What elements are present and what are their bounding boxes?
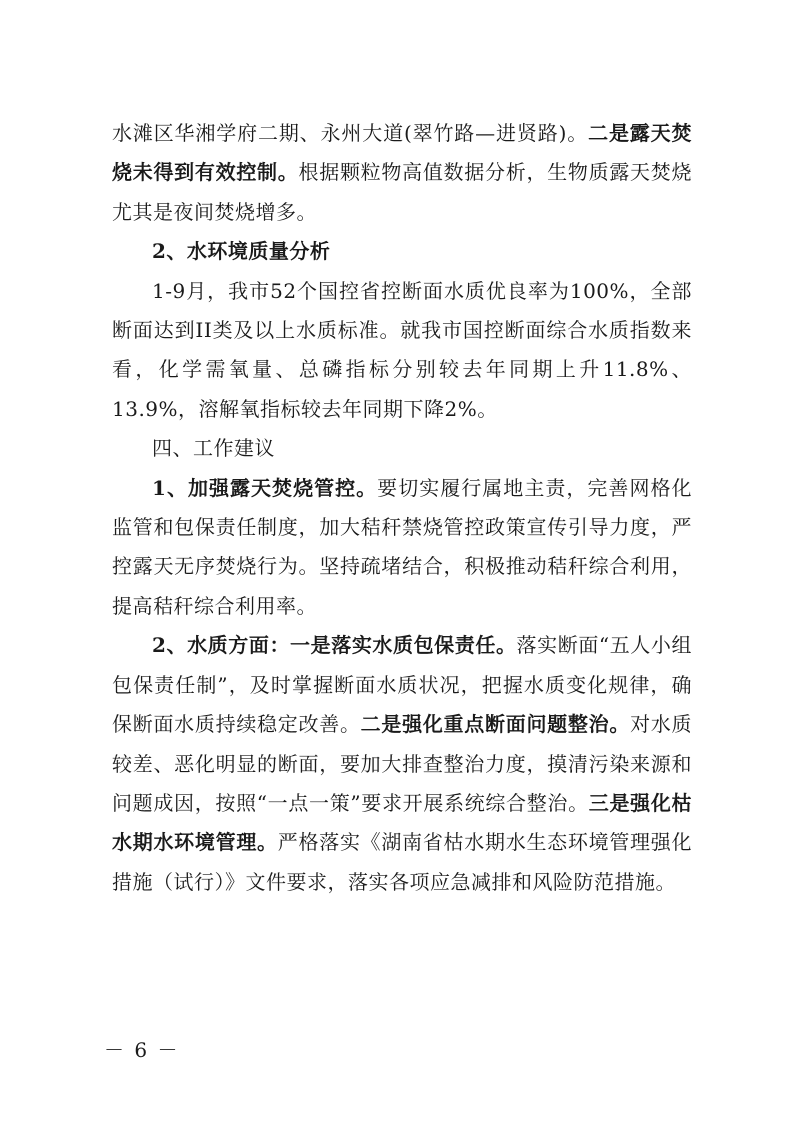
paragraph-water-quality: 1-9月，我市52个国控省控断面水质优良率为100%，全部断面达到II类及以上水质标准。就我市国控断面综合水质指数来看，化学需氧量、总磷指标分别较去年同期上升11.8%、13.9%，溶解氧指标较去年同期下降2%。 [112,278,692,421]
paragraph-suggestion-water [112,626,692,902]
bold-phrase: 二是强化重点断面问题整治。 [360,712,631,737]
text-segment: 落实断面“五人小组包保责任制”，及时掌握断面水质状况，把握水质变化规律，确保断面水质持续稳定改善。 [112,633,692,737]
heading-work-suggestions: 四、工作建议 [152,436,275,461]
paragraph-suggestion-burning [112,469,692,627]
bold-phrase: 2、水质方面：一是落实水质包保责任。 [152,633,517,658]
heading-text: 2、水环境质量分析 [152,239,331,264]
text-segment: 水滩区华湘学府二期、永州大道(翠竹路—进贤路)。 [112,121,589,145]
paragraph-air-quality-continued [112,114,692,232]
text-segment: 严格落实《湖南省枯水期水生态环境管理强化措施（试行）》文件要求，落实各项应急减排和风险防范措施。 [112,830,693,894]
bold-phrase: 三是强化枯水期水环境管理。 [112,790,693,855]
text-segment: 对水质较差、恶化明显的断面，要加大排查整治力度，摸清污染来源和问题成因，按照“一点一策”要求开展系统综合整治。 [112,712,693,815]
document-body [112,114,692,902]
page-number: － 6 － [104,1038,180,1062]
heading-water-quality [112,232,692,271]
text-segment: 根据颗粒物高值数据分析，生物质露天焚烧尤其是夜间焚烧增多。 [112,160,692,224]
bold-phrase: 1、加强露天焚烧管控。 [152,475,378,500]
bold-phrase: 二是露天焚烧未得到有效控制。 [112,121,693,185]
text-segment: 要切实履行属地主责，完善网格化监管和包保责任制度，加大秸秆禁烧管控政策宣传引导力度，严控露天无序焚烧行为。坚持疏堵结合，积极推动秸秆综合利用，提高秸秆综合利用率。 [112,475,692,618]
